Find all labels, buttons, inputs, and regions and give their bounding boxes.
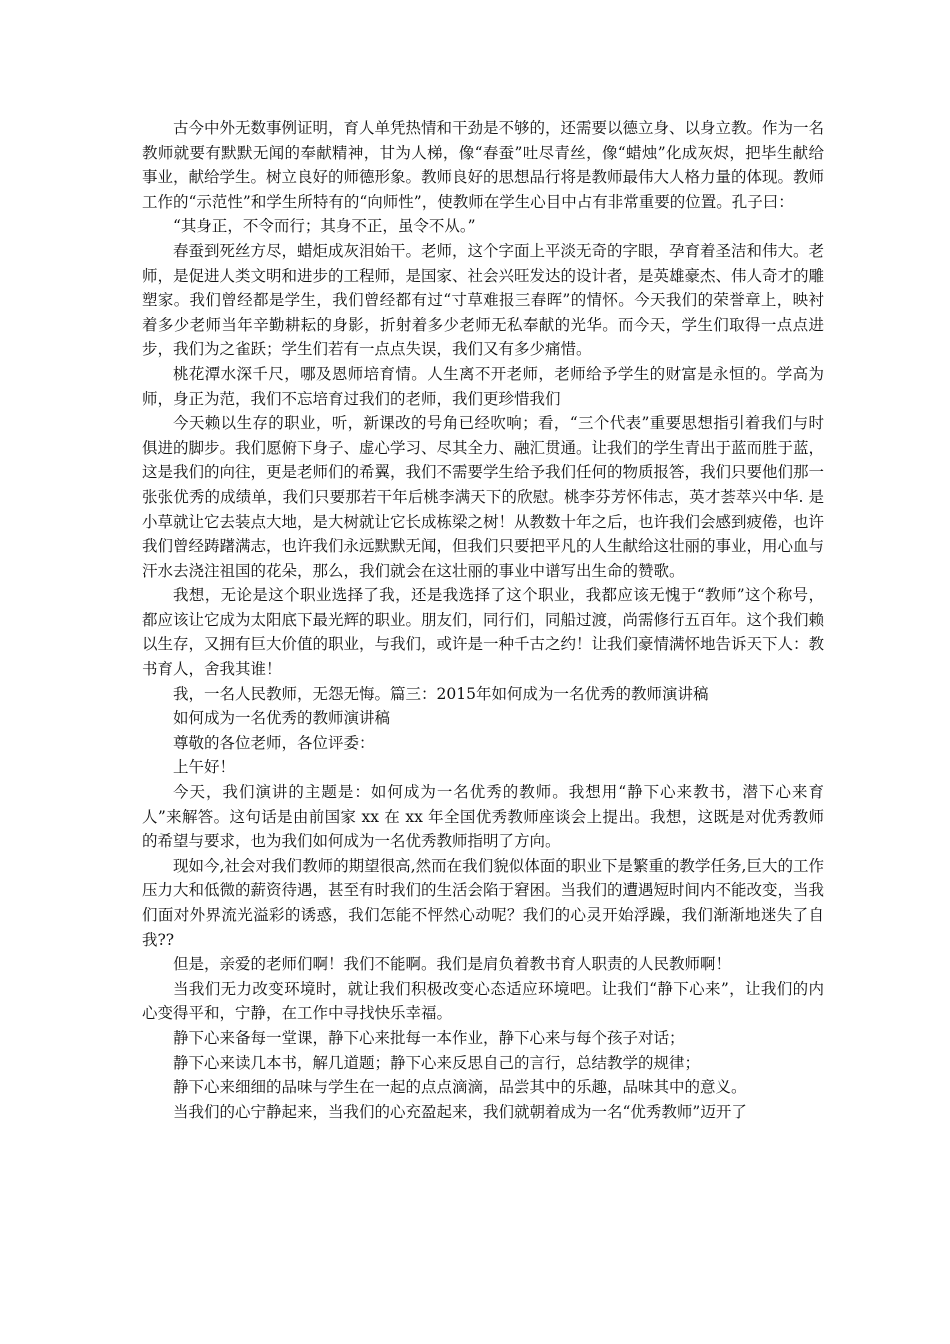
paragraph: 桃花潭水深千尺，哪及恩师培育情。人生离不开老师，老师给予学生的财富是永恒的。学高为师，身正为范，我们不忘培育过我们的老师，我们更珍惜我们: [142, 364, 824, 408]
paragraph: 古今中外无数事例证明，育人单凭热情和干劲是不够的，还需要以德立身、以身立教。作为一名教师就要有默默无闻的奉献精神，甘为人梯，像“春蚕”吐尽青丝，像“蜡烛”化成灰烬，把毕生献给事业，献给学生。树立良好的师德形象。教师良好的思想品行将是教师最伟大人格力量的体现。教师工作的“示范性”和学生所特有的“向师性”，使教师在学生心目中占有非常重要的位置。孔子曰：: [142, 119, 825, 211]
paragraph: 我，一名人民教师，无怨无悔。篇三：2015年如何成为一名优秀的教师演讲稿: [173, 684, 709, 703]
quote-paragraph: “其身正，不令而行；其身不正，虽令不从。”: [173, 217, 476, 236]
paragraph: 静下心来备每一堂课，静下心来批每一本作业，静下心来与每个孩子对话；: [173, 1028, 685, 1047]
paragraph: 当我们的心宁静起来，当我们的心充盈起来，我们就朝着成为一名“优秀教师”迈开了: [173, 1102, 747, 1121]
paragraph: 今天，我们演讲的主题是：如何成为一名优秀的教师。我想用“静下心来教书，潜下心来育人”来解答。这句话是由前国家 xx 在 xx 年全国优秀教师座谈会上提出。我想，这既是对优秀教师的希望与要求，也为我们如何成为一名优秀教师指明了方向。: [142, 783, 824, 851]
speech-title: 如何成为一名优秀的教师演讲稿: [173, 709, 391, 728]
paragraph: 静下心来细细的品味与学生在一起的点点滴滴，品尝其中的乐趣，品味其中的意义。: [173, 1078, 747, 1097]
document-body: [142, 116, 824, 1124]
paragraph: 静下心来读几本书，解几道题；静下心来反思自己的言行，总结教学的规律；: [173, 1053, 701, 1072]
paragraph: 现如今,社会对我们教师的期望很高,然而在我们貌似体面的职业下是繁重的教学任务,巨大的工作压力大和低微的薪资待遇，甚至有时我们的生活会陷于窘困。当我们的遭遇短时间内不能改变，当我们面对外界流光溢彩的诱惑，我们怎能不怦然心动呢？我们的心灵开始浮躁，我们渐渐地迷失了自我??: [142, 856, 825, 949]
paragraph: 春蚕到死丝方尽，蜡炬成灰泪始干。老师，这个字面上平淡无奇的字眼，孕育着圣洁和伟大。老师，是促进人类文明和进步的工程师，是国家、社会兴旺发达的设计者，是英雄豪杰、伟人奇才的雕塑家。我们曾经都是学生，我们曾经都有过“寸草难报三春晖”的情怀。今天我们的荣誉章上，映衬着多少老师当年辛勤耕耘的身影，折射着多少老师无私奉献的光华。而今天，学生们取得一点点进步，我们为之雀跃；学生们若有一点点失误，我们又有多少痛惜。: [142, 241, 825, 359]
paragraph: 但是，亲爱的老师们啊！我们不能啊。我们是肩负着教书育人职责的人民教师啊！: [173, 955, 732, 974]
paragraph: 当我们无力改变环境时，就让我们积极改变心态适应环境吧。让我们“静下心来”，让我们的内心变得平和，宁静，在工作中寻找快乐幸福。: [142, 979, 824, 1023]
paragraph: 今天赖以生存的职业，听，新课改的号角已经吹响；看，“三个代表”重要思想指引着我们与时俱进的脚步。我们愿俯下身子、虚心学习、尽其全力、融汇贯通。让我们的学生青出于蓝而胜于蓝，这是我们的向往，更是老师们的希翼，我们不需要学生给予我们任何的物质报答，我们只要他们那一张张优秀的成绩单，我们只要那若干年后桃李满天下的欣慰。桃李芬芳怀伟志，英才荟萃兴中华. 是小草就让它去装点大地，是大树就让它长成栋梁之树！从教数十年之后，也许我们会感到疲倦，也许我们曾经踌躇满志，也许我们永远默默无闻，但我们只要把平凡的人生献给这壮丽的事业，用心血与汗水去浇注祖国的花朵，那么，我们就会在这壮丽的事业中谱写出生命的赞歌。: [142, 414, 825, 580]
greeting: 上午好！: [173, 758, 236, 777]
salutation: 尊敬的各位老师，各位评委：: [173, 733, 375, 752]
paragraph: 我想，无论是这个职业选择了我，还是我选择了这个职业，我都应该无愧于“教师”这个称号，都应该让它成为太阳底下最光辉的职业。朋友们，同行们，同船过渡，尚需修行五百年。这个我们赖以生存，又拥有巨大价值的职业，与我们，或许是一种千古之约！让我们豪情满怀地告诉天下人：教书育人，舍我其谁！: [142, 586, 825, 679]
